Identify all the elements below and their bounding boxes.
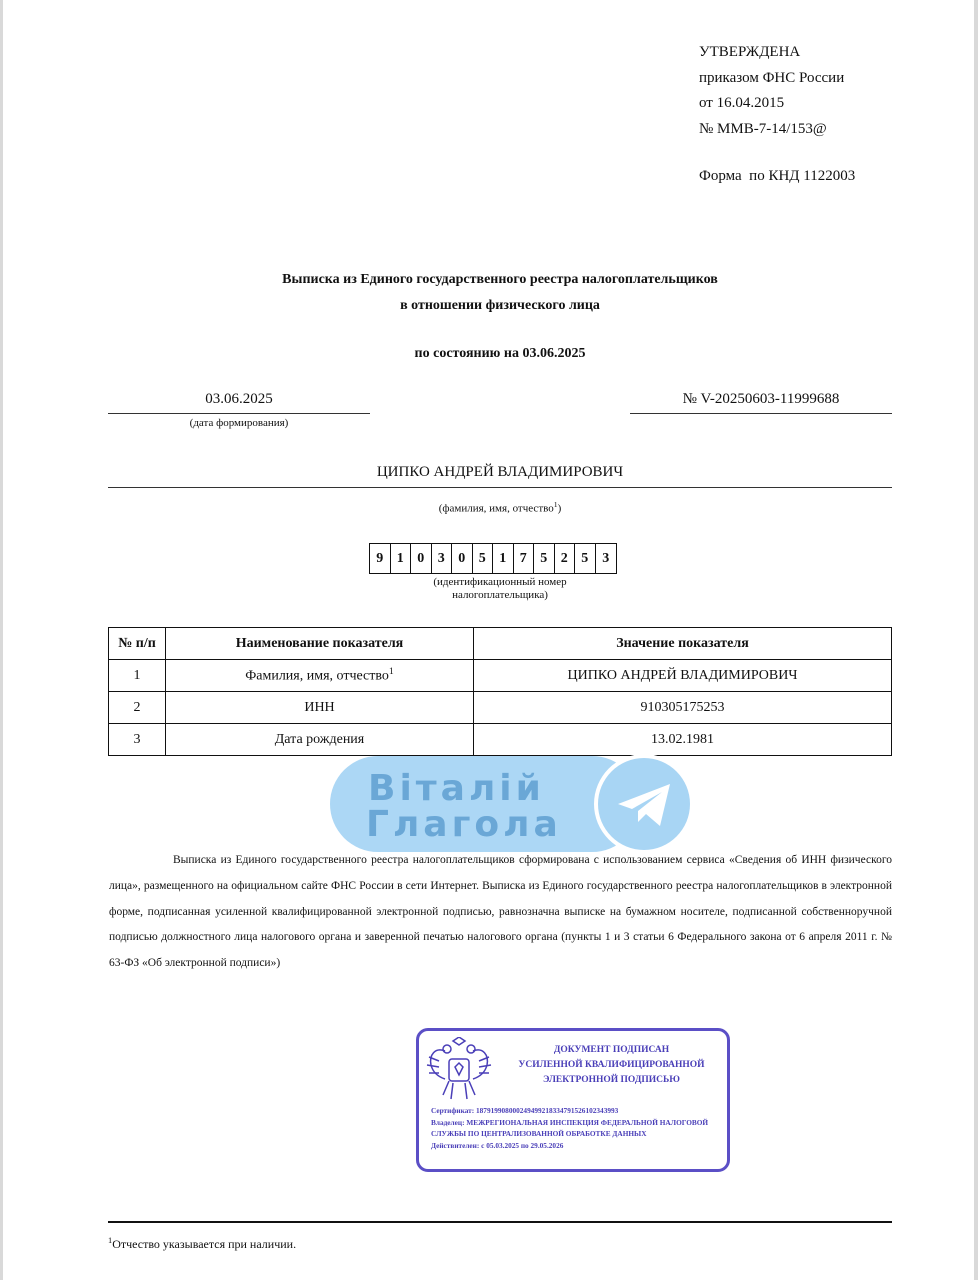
inn-digit: 1: [391, 544, 412, 573]
header-number: № п/п: [109, 628, 166, 660]
watermark: [330, 754, 694, 854]
extract-number: № V-20250603-11999688: [682, 391, 840, 407]
document-title-line-1: Выписка из Единого государственного реестра налогоплательщиков: [282, 272, 718, 287]
person-full-name: ЦИПКО АНДРЕЙ ВЛАДИМИРОВИЧ: [376, 464, 624, 480]
approval-line-3: от 16.04.2015: [699, 95, 785, 111]
approval-line-1: УТВЕРЖДЕНА: [699, 44, 801, 60]
inn-digit: 3: [432, 544, 453, 573]
row-indicator-value: ЦИПКО АНДРЕЙ ВЛАДИМИРОВИЧ: [474, 660, 892, 692]
inn-digit: 2: [555, 544, 576, 573]
table-row: [109, 660, 892, 692]
russian-coat-of-arms-icon: [425, 1037, 493, 1103]
stamp-validity: Действителен: с 05.03.2025 по 29.05.2026: [431, 1140, 564, 1150]
inn-digit: 0: [452, 544, 473, 573]
stamp-owner: Владелец: МЕЖРЕГИОНАЛЬНАЯ ИНСПЕКЦИЯ ФЕДЕРАЛЬНОЙ НАЛОГОВОЙ СЛУЖБЫ ПО ЦЕНТРАЛИЗОВАННОЙ ОБРАБОТКЕ ДАННЫХ: [431, 1117, 709, 1138]
formation-date: 03.06.2025: [205, 391, 273, 407]
formation-date-caption: (дата формирования): [189, 417, 289, 429]
row-indicator-name: ИНН: [166, 692, 474, 724]
header-indicator-name: Наименование показателя: [166, 628, 474, 660]
extract-number-underline: [630, 413, 892, 414]
watermark-line-1: Віталій: [368, 768, 545, 809]
approval-line-2: приказом ФНС России: [699, 69, 845, 86]
header-indicator-value: Значение показателя: [474, 628, 892, 660]
watermark-line-2: Глагола: [366, 804, 562, 845]
table-row: [109, 724, 892, 756]
formation-date-underline: [108, 413, 370, 414]
stamp-heading: ДОКУМЕНТ ПОДПИСАН УСИЛЕННОЙ КВАЛИФИЦИРОВАННОЙ ЭЛЕКТРОННОЙ ПОДПИСЬЮ: [518, 1045, 705, 1085]
footnote-separator: [108, 1221, 892, 1223]
row-number: 1: [109, 660, 166, 692]
indicators-table: [108, 627, 892, 756]
row-number: 2: [109, 692, 166, 724]
watermark-badge: [330, 754, 694, 854]
footnote-mark: 1: [553, 500, 558, 509]
inn-digit-boxes: [369, 543, 617, 574]
electronic-signature-stamp: [416, 1028, 730, 1172]
approval-line-4: № ММВ-7-14/153@: [699, 120, 827, 137]
inn-digit: 3: [602, 551, 610, 566]
document-title-line-2: в отношении физического лица: [400, 298, 600, 313]
inn-caption: (идентификационный номер налогоплательщика): [433, 576, 567, 601]
approval-block: [699, 40, 844, 142]
inn-digit: 9: [370, 544, 391, 573]
row-number: 3: [109, 724, 166, 756]
row-indicator-name: Дата рождения: [166, 724, 474, 756]
table-header-row: [109, 628, 892, 660]
inn-digit: 1: [493, 544, 514, 573]
left-frame-edge: [0, 0, 3, 1280]
inn-digit: 7: [514, 544, 535, 573]
form-code: Форма по КНД 1122003: [699, 168, 856, 184]
legal-paragraph: Выписка из Единого государственного реестра налогоплательщиков сформирована с использованием сервиса «Сведения об ИНН физического лица», размещенного на официальном сайте ФНС России в сети Интернет. Выписка из Единого государственного реестра налогоплательщиков в электронной форме, подписанная усиленной квалифицированной электронной подписью, равнозначна выписке на бумажном носителе, подписанной собственноручной подписью должностного лица налогового органа и заверенной печатью налогового органа (пункты 1 и 3 статьи 6 Федерального закона от 6 апреля 2011 г. № 63-ФЗ «Об электронной подписи»): [109, 854, 892, 970]
inn-digit: 5: [473, 544, 494, 573]
right-frame-edge: [974, 0, 978, 1280]
table-row: [109, 692, 892, 724]
inn-digit: 5: [534, 544, 555, 573]
inn-digit: 5: [575, 544, 596, 573]
stamp-details: [431, 1105, 721, 1151]
footnote: $^1$Отчество указывается при наличии.: [108, 1236, 297, 1251]
document-as-of-date: по состоянию на 03.06.2025: [414, 346, 586, 361]
row-indicator-value: 910305175253: [474, 692, 892, 724]
inn-digit: 0: [411, 544, 432, 573]
stamp-certificate: Сертификат: 1879199080002494992183347915261023439​93: [431, 1106, 619, 1115]
person-name-caption: (фамилия, имя, отчество$^1$): [438, 500, 562, 515]
row-indicator-value: 13.02.1981: [474, 724, 892, 756]
person-name-underline: [108, 487, 892, 488]
row-indicator-name: Фамилия, имя, отчество$^1$: [166, 660, 474, 692]
